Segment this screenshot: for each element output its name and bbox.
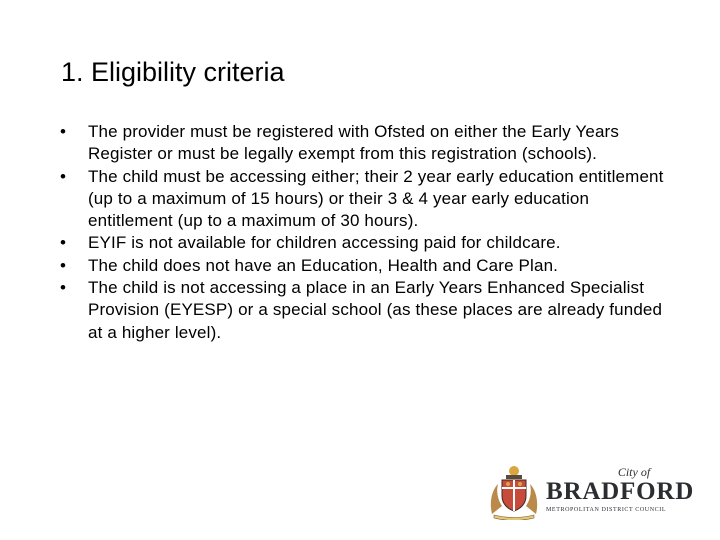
bullet-item (60, 255, 670, 277)
logo-council: METROPOLITAN DISTRICT COUNCIL (546, 507, 667, 513)
bullet-text: The child is not accessing a place in an Early Years Enhanced Specialist Provision (EYESP) or a special school (as these places are already funded at a higher level). (88, 278, 663, 342)
bullet-item (60, 277, 670, 344)
bradford-council-logo (486, 462, 695, 520)
bullet-dot: • (60, 122, 67, 141)
bullet-dot: • (60, 166, 67, 186)
slide-title: 1. Eligibility criteria (61, 57, 285, 87)
logo-city-of: City of (617, 465, 651, 479)
bullet-item (60, 121, 670, 166)
bullet-dot: • (60, 278, 67, 298)
bullet-text: The child must be accessing either; their 2 year early education entitlement (up to a maximum of 15 hours) or their 3 & 4 year early education entitlement (up to a maximum of 30 hours). (88, 166, 664, 231)
bullet-text: EYIF is not available for children accessing paid for childcare. (88, 233, 561, 253)
bullet-text: The provider must be registered with Ofsted on either the Early Years Register or must be legally exempt from this registration (schools). (88, 122, 620, 164)
bullet-text: The child does not have an Education, Health and Care Plan. (88, 255, 559, 275)
bullet-dot: • (60, 233, 67, 253)
bullet-item (60, 166, 670, 233)
logo-name: BRADFORD (546, 478, 695, 505)
bullet-item (60, 232, 670, 254)
coat-of-arms-icon (486, 462, 542, 520)
bullet-dot: • (60, 255, 67, 275)
bullet-list (60, 121, 670, 344)
